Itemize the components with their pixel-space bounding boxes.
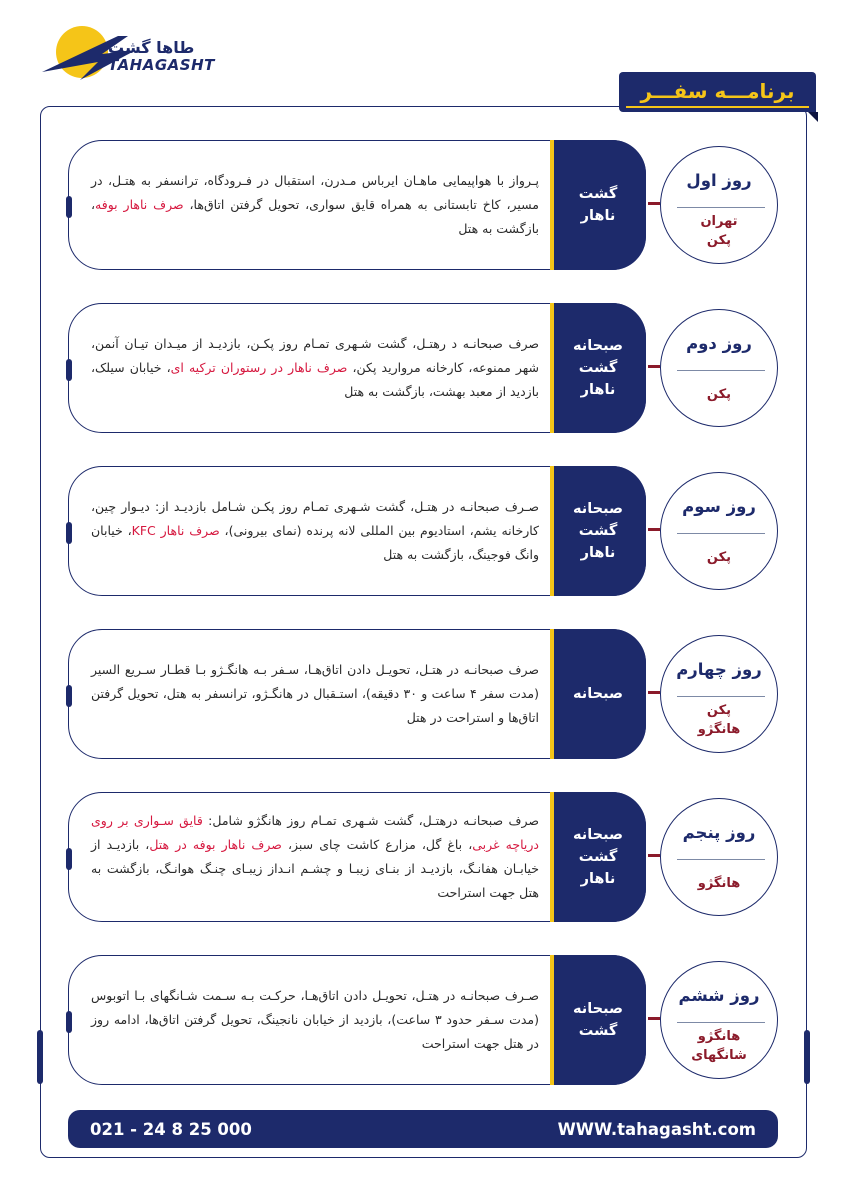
circle-divider: [677, 533, 765, 534]
city-name: پکن: [706, 386, 732, 402]
circle-divider: [677, 207, 765, 208]
day-circle: [660, 961, 778, 1079]
service-label: گشت: [578, 360, 618, 376]
frame-edge-mark: [37, 1030, 43, 1084]
day-connector: [648, 528, 660, 531]
city-name: هانگژو: [697, 1029, 741, 1044]
services-badge: [550, 629, 646, 759]
brand-name-en: TAHAGASHT: [108, 56, 215, 74]
day-card: [68, 955, 646, 1085]
highlighted-text: صرف ناهار KFC: [131, 523, 220, 538]
highlighted-text: صرف ناهار در رستوران ترکیه ای: [170, 360, 348, 375]
city-name: شانگهای: [691, 1048, 747, 1063]
service-label: گشت: [578, 1023, 618, 1039]
circle-divider: [677, 370, 765, 371]
services-badge: [550, 955, 646, 1085]
day-label: روز چهارم: [676, 660, 762, 679]
highlighted-text: صرف ناهار بوفه: [95, 197, 184, 212]
day-description: [91, 141, 539, 269]
service-label: ناهار: [580, 871, 616, 887]
brand-name-fa: طاها گشت: [108, 38, 195, 57]
service-label: صبحانه: [572, 827, 624, 843]
description-text: ، باغ گل، مزارع کاشت چای سبز،: [281, 837, 473, 852]
day-card: [68, 629, 646, 759]
card-edge-mark: [66, 359, 72, 381]
description-text: ، خیابان سیلک، بازدید از معبد بهشت، بازگشت به هتل: [91, 360, 539, 399]
day-card: [68, 466, 646, 596]
day-label: روز اول: [686, 171, 752, 190]
card-edge-mark: [66, 196, 72, 218]
day-circle: [660, 309, 778, 427]
service-label: صبحانه: [572, 686, 624, 702]
card-edge-mark: [66, 848, 72, 870]
description-text: ، خیابان وانگ فوجینگ، بازگشت به هتل: [91, 523, 539, 562]
city-name: پکن: [706, 549, 732, 565]
service-label: ناهار: [580, 382, 616, 398]
services-badge: [550, 466, 646, 596]
day-card: [68, 140, 646, 270]
description-text: صرف صبحانـه درهتـل، گشت شـهری تمـام روز هانگژو شامل:: [202, 813, 539, 828]
day-card: [68, 303, 646, 433]
description-text: ، بازدیـد از خیابـان هفانـگ، بازدیـد از بنـای زیبـا و چشـم انـداز زیبـای چنـگ هوانـگ، بازگشت به هتل جهت استراحت: [91, 837, 539, 900]
services-badge: [550, 140, 646, 270]
day-description: [91, 630, 539, 758]
page-title: برنامـــه سفـــر: [626, 76, 809, 108]
page-title-tab: [619, 72, 816, 112]
day-card: [68, 792, 646, 922]
day-connector: [648, 1017, 660, 1020]
card-edge-mark: [66, 522, 72, 544]
day-description: [91, 956, 539, 1084]
day-label: روز سوم: [682, 497, 756, 516]
city-list: [661, 373, 777, 415]
card-edge-mark: [66, 685, 72, 707]
day-connector: [648, 691, 660, 694]
city-list: [661, 699, 777, 741]
service-label: صبحانه: [572, 338, 624, 354]
highlighted-text: صرف ناهار بوفه در هتل: [149, 837, 282, 852]
description-text: پـرواز با هواپیمایی ماهـان ایرباس مـدرن، استقبال در فـرودگاه، ترانسفر به هتـل، در مسیر، کاخ تابستانی به همراه قایق سواری، تحویل گرفتن اتاق‌ها،: [91, 173, 540, 212]
day-label: روز پنجم: [682, 823, 756, 842]
description-text: صرف صبحانـه د رهتـل، گشت شـهری تمـام روز پکـن، بازدیـد از میـدان تیـان آنمن، شهر ممنوعه، کارخانه‌ مروارید پکن،: [91, 336, 539, 375]
day-description: [91, 467, 539, 595]
day-circle: [660, 798, 778, 916]
service-label: ناهار: [580, 208, 616, 224]
day-circle: [660, 635, 778, 753]
circle-divider: [677, 696, 765, 697]
day-circle: [660, 146, 778, 264]
description-text: صـرف صبحانـه در هتـل، گشت شـهری تمـام روز پکـن شـامل بازدیـد از: دیـوار چین، کارخانه یشم، استادیوم بین المللی لانه پرنده (نمای بیرونی)،: [91, 499, 539, 538]
city-name: پکن: [706, 703, 732, 718]
day-connector: [648, 854, 660, 857]
circle-divider: [677, 1022, 765, 1023]
services-badge: [550, 303, 646, 433]
service-label: صبحانه: [572, 1001, 624, 1017]
service-label: گشت: [578, 523, 618, 539]
day-label: روز ششم: [678, 986, 760, 1005]
city-name: هانگژو: [697, 722, 741, 737]
website-link[interactable]: WWW.tahagasht.com: [557, 1119, 756, 1139]
day-label: روز دوم: [686, 334, 752, 353]
day-connector: [648, 202, 660, 205]
city-name: پکن: [706, 233, 732, 248]
contact-footer: [68, 1110, 778, 1148]
city-name: تهران: [700, 214, 738, 229]
service-label: گشت: [578, 849, 618, 865]
city-list: [661, 862, 777, 904]
card-edge-mark: [66, 1011, 72, 1033]
city-list: [661, 210, 777, 252]
description-text: صـرف صبحانـه در هتـل، تحویـل دادن اتاق‌هـا، حرکـت بـه سـمت شـانگهای بـا اتوبوس (مدت سـفر حدود ۳ ساعت)، بازدید از خیابان نانجینگ، تحویل گرفتن اتاق‌ها، ادامه روز در هتل جهت استراحت: [91, 988, 539, 1051]
service-label: ناهار: [580, 545, 616, 561]
day-circle: [660, 472, 778, 590]
circle-divider: [677, 859, 765, 860]
highlighted-text: قایق سـواری بر روی دریاچه غربی: [91, 813, 539, 852]
day-description: [91, 304, 539, 432]
service-label: صبحانه: [572, 501, 624, 517]
city-list: [661, 1025, 777, 1067]
city-name: هانگژو: [697, 875, 741, 891]
city-list: [661, 536, 777, 578]
phone-number[interactable]: 021 - 24 8 25 000: [90, 1119, 252, 1139]
description-text: ، بازگشت به هتل: [91, 197, 539, 236]
service-label: گشت: [578, 186, 618, 202]
frame-edge-mark: [804, 1030, 810, 1084]
description-text: صرف صبحانـه در هتـل، تحویـل دادن اتاق‌هـا، سـفر بـه هانگـژو بـا قطـار سـریع السیر (مدت سفر ۴ ساعت و ۳۰ دقیقه)، استـقبال در هانگـژو، ترانسفر به هتل، تحویل گرفتن اتاق‌ها و استراحت در هتل: [91, 662, 539, 725]
services-badge: [550, 792, 646, 922]
day-connector: [648, 365, 660, 368]
day-description: [91, 793, 539, 921]
